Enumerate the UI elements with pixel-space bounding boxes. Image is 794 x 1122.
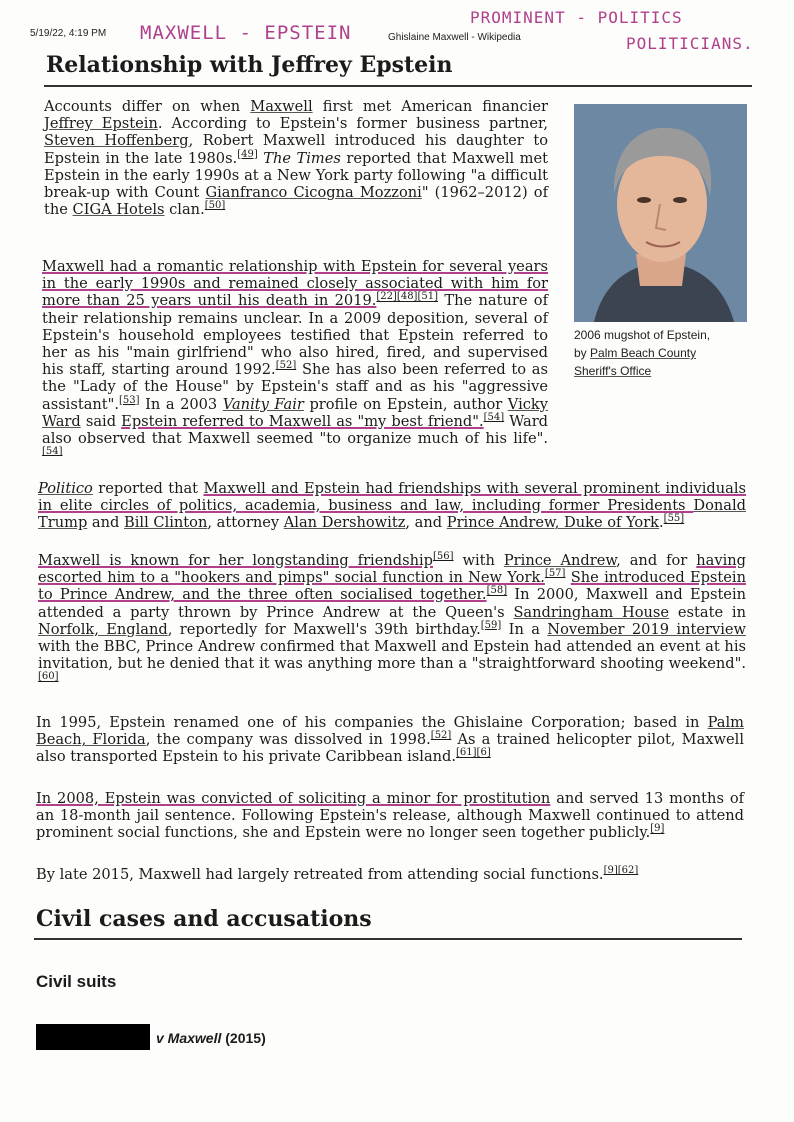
caption-by: by — [574, 346, 591, 360]
print-timestamp: 5/19/22, 4:19 PM — [30, 28, 107, 39]
link-prince-andrew[interactable]: Prince Andrew — [503, 552, 617, 569]
citation[interactable]: [54] — [42, 446, 63, 458]
highlight-escorted: having escorted him to a "hookers and pimps" social function in New York. — [38, 552, 746, 587]
mugshot-image — [574, 104, 747, 322]
caption-line-2 — [574, 344, 754, 362]
highlight-longstanding-friendship: Maxwell is known for her longstanding friendship — [38, 552, 433, 569]
section-rule — [34, 938, 742, 940]
section-rule — [44, 85, 752, 87]
section-title-civil-cases: Civil cases and accusations — [36, 906, 372, 932]
paragraph-politico: Politico reported that Maxwell and Epstein had friendships with several prominent individuals in elite circles of politics, academia, business and law, including former Presidents Donald Trump and Bill Clinton, attorney Alan Dershowitz, and Prince Andrew, Duke of York.[55] — [38, 480, 746, 532]
citation[interactable]: [56] — [433, 551, 454, 563]
citation[interactable]: [52] — [430, 730, 452, 742]
citation[interactable]: [57] — [544, 568, 566, 580]
highlight-introduced: She introduced Epstein to Prince Andrew, and the three often socialised together. — [38, 569, 746, 604]
subsection-title-civil-suits: Civil suits — [36, 972, 117, 991]
case-year: (2015) — [221, 1030, 266, 1046]
link-sandringham-house[interactable]: Sandringham House — [513, 603, 670, 621]
citation[interactable]: [54] — [483, 411, 505, 423]
paragraph-2008-conviction: In 2008, Epstein was convicted of soliciting a minor for prostitution and served 13 months of an 18-month jail sentence. Following Epstein's release, although Maxwell continued to attend prominent social functions, she and Epstein were no longer seen together publicly.[9] — [36, 790, 745, 842]
citation[interactable]: [61][6] — [456, 747, 491, 759]
mugshot-caption — [574, 326, 754, 380]
citation[interactable]: [60] — [38, 671, 59, 683]
mugshot-illustration — [574, 104, 747, 322]
paragraph-ghislaine-corporation: In 1995, Epstein renamed one of his companies the Ghislaine Corporation; based in Palm Beach, Florida, the company was dissolved in 1998.[52] As a trained helicopter pilot, Maxwell also transported Epstein to his private Caribbean island.[61][6] — [36, 714, 744, 766]
link-ciga-hotels[interactable]: CIGA Hotels — [72, 201, 165, 219]
link-bill-clinton[interactable]: Bill Clinton — [124, 514, 208, 532]
citation[interactable]: [58] — [486, 585, 508, 597]
link-alan-dershowitz[interactable]: Alan Dershowitz — [283, 514, 406, 532]
citation[interactable]: [9] — [650, 823, 665, 835]
link-november-2019-interview[interactable]: November 2019 interview — [547, 620, 746, 638]
caption-link-sheriff[interactable]: Sheriff's Office — [574, 364, 652, 378]
link-gianfranco-cicogna-mozzoni[interactable]: Gianfranco Cicogna Mozzoni — [205, 184, 422, 202]
link-jeffrey-epstein[interactable]: Jeffrey Epstein — [44, 115, 158, 133]
handwritten-note-right-1: PROMINENT - POLITICS — [470, 8, 683, 27]
handwritten-note-right-2: POLITICIANS. — [626, 34, 754, 53]
handwritten-note-left: MAXWELL - EPSTEIN — [140, 22, 352, 44]
redaction-block — [36, 1024, 150, 1050]
paragraph-late-2015: By late 2015, Maxwell had largely retreated from attending social functions.[9][62] — [36, 865, 639, 883]
citation[interactable]: [9][62] — [603, 865, 639, 877]
highlight-best-friend: Epstein referred to Maxwell as "my best friend". — [121, 412, 484, 430]
paragraph-first-meeting: Accounts differ on when Maxwell first met American financier Jeffrey Epstein. According to Epstein's former business partner, Steven Hoffenberg, Robert Maxwell introduced his daughter to Epstein in the late 1980s.[49] The Times reported that Maxwell met Epstein in the early 1990s at a New York party following "a difficult break-up with Count Gianfranco Cicogna Mozzoni" (1962–2012) of the CIGA Hotels clan.[50] — [44, 98, 549, 219]
citation[interactable]: [53] — [119, 394, 140, 406]
citation[interactable]: [52] — [275, 360, 297, 372]
highlight-conviction: In 2008, Epstein was convicted of soliciting a minor for prostitution — [36, 790, 551, 807]
highlight-prominent-individuals: Maxwell and Epstein had friendships with several prominent individuals in elite circles of politics, academia, business and law, including former Presidents — [38, 480, 746, 515]
section-title-relationship: Relationship with Jeffrey Epstein — [46, 52, 453, 78]
citation[interactable]: [55] — [663, 513, 685, 525]
link-politico[interactable]: Politico — [38, 480, 93, 497]
link-steven-hoffenberg[interactable]: Steven Hoffenberg — [44, 132, 189, 150]
citation[interactable]: [49] — [237, 148, 258, 160]
print-source-title: Ghislaine Maxwell - Wikipedia — [388, 32, 521, 43]
caption-line-1: 2006 mugshot of Epstein, — [574, 328, 711, 342]
paragraph-prince-andrew: Maxwell is known for her longstanding friendship[56] with Prince Andrew, and for having escorted him to a "hookers and pimps" social function in New York.[57] She introduced Epstein to Prince Andrew, and the three often socialised together.[58] In 2000, Maxwell and Epstein attended a party thrown by Prince Andrew at the Queen's Sandringham House estate in Norfolk, England, reportedly for Maxwell's 39th birthday.[59] In a November 2019 interview with the BBC, Prince Andrew confirmed that Maxwell and Epstein had attended an event at his invitation, but he denied that it was anything more than a "straightforward shooting weekend".[60] — [38, 551, 747, 683]
paragraph-romantic-relationship: Maxwell had a romantic relationship with Epstein for several years in the early 1990s and remained closely associated with him for more than 25 years until his death in 2019.[22][48][51] The nature of their relationship remains unclear. In a 2009 deposition, several of Epstein's household employees testified that Epstein referred to her as his "main girlfriend" who also hired, fired, and supervised his staff, starting around 1992.[52] She has also been referred to as the "Lady of the House" by Epstein's staff and as his "aggressive assistant".[53] In a 2003 Vanity Fair profile on Epstein, author Vicky Ward said Epstein referred to Maxwell as "my best friend".[54] Ward also observed that Maxwell seemed "to organize much of his life".[54] — [42, 258, 549, 458]
citation[interactable]: [50] — [204, 200, 226, 212]
citation[interactable]: [22][48][51] — [376, 291, 438, 303]
link-vicky-ward[interactable]: Vicky Ward — [42, 395, 549, 430]
link-maxwell[interactable]: Maxwell — [250, 98, 313, 115]
highlight-romantic-relationship: Maxwell had a romantic relationship with Epstein for several years in the early 1990s and remained closely associated with him for more than 25 years until his death in 2019. — [42, 258, 548, 310]
case-title — [156, 1030, 266, 1046]
link-prince-andrew-duke[interactable]: Prince Andrew, Duke of York — [446, 514, 660, 532]
case-name: v Maxwell — [156, 1030, 222, 1046]
link-vanity-fair[interactable]: Vanity Fair — [222, 395, 304, 413]
link-palm-beach-florida[interactable]: Palm Beach, Florida — [36, 714, 744, 749]
caption-link-palm-beach[interactable]: Palm Beach County — [590, 346, 697, 360]
citation[interactable]: [59] — [480, 619, 502, 631]
link-donald-trump[interactable]: Donald Trump — [38, 497, 746, 532]
link-norfolk-england[interactable]: Norfolk, England — [38, 620, 168, 638]
